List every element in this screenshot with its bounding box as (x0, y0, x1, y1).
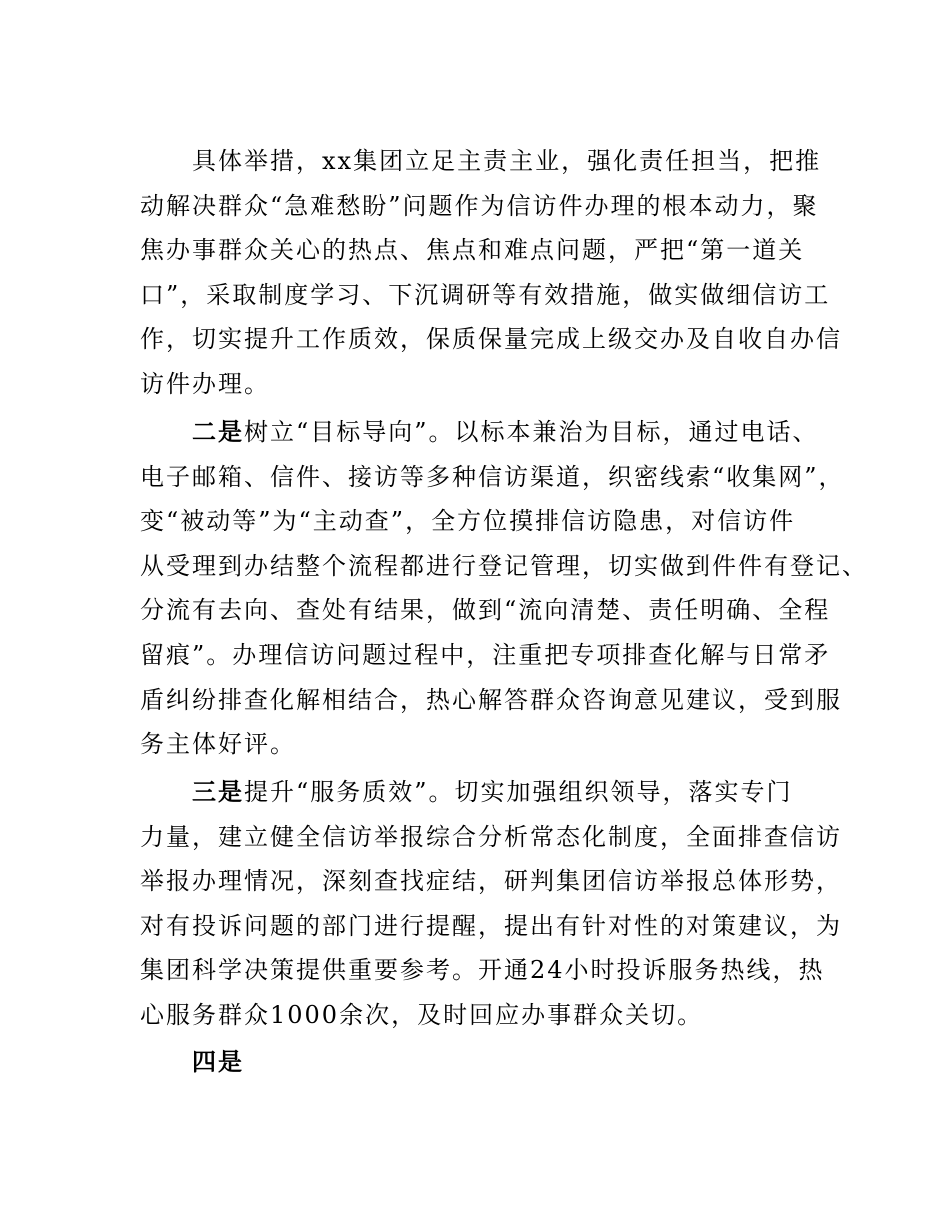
paragraph-specific-measures (140, 139, 840, 407)
paragraph-line: 电子邮箱、信件、接访等多种信访渠道，织密线索“收集网”， (140, 462, 845, 491)
paragraph-line: 分流有去向、查处有结果，做到“流向清楚、责任明确、全程 (140, 596, 831, 625)
paragraph-line: 动解决群众“急难愁盼”问题作为信访件办理的根本动力，聚 (140, 191, 819, 220)
paragraph-lead: 三是 (192, 777, 244, 806)
paragraph-four (140, 1040, 840, 1085)
paragraph-line: 留痕”。办理信访问题过程中，注重把专项排查化解与日常矛 (140, 640, 831, 669)
paragraph-lead: 二是 (192, 417, 244, 446)
paragraph-three (140, 770, 840, 1038)
paragraph-line: 树立“目标导向”。以标本兼治为目标，通过电话、 (244, 418, 819, 446)
paragraph-line: 变“被动等”为“主动查”，全方位摸排信访隐患，对信访件 (140, 507, 796, 536)
paragraph-line: 对有投诉问题的部门进行提醒，提出有针对性的对策建议，为 (140, 911, 842, 940)
paragraph-line: 务主体好评。 (140, 730, 296, 759)
paragraph-line: 焦办事群众关心的热点、焦点和难点问题，严把“第一道关 (140, 236, 805, 265)
paragraph-line: 举报办理情况，深刻查找症结，研判集团信访举报总体形势， (140, 867, 842, 896)
paragraph-line: 集团科学决策提供重要参考。开通24小时投诉服务热线，热 (140, 956, 825, 985)
paragraph-first-line (140, 1040, 840, 1085)
paragraph-two (140, 410, 868, 767)
paragraph-line: 具体举措，xx集团立足主责主业，强化责任担当，把推 (192, 147, 822, 175)
paragraph-first-line (140, 770, 840, 815)
paragraph-line: 访件办理。 (140, 369, 270, 398)
paragraph-line: 盾纠纷排查化解相结合，热心解答群众咨询意见建议，受到服 (140, 685, 842, 714)
paragraph-first-line (140, 410, 840, 455)
paragraph-line: 力量，建立健全信访举报综合分析常态化制度，全面排查信访 (140, 822, 842, 851)
paragraph-line: 心服务群众1000余次，及时回应办事群众关切。 (140, 1000, 704, 1029)
paragraph-line: 作，切实提升工作质效，保质保量完成上级交办及自收自办信 (140, 325, 842, 354)
paragraph-line: 从受理到办结整个流程都进行登记管理，切实做到件件有登记、 (140, 551, 868, 580)
paragraph-lead: 四是 (192, 1047, 244, 1076)
paragraph-line: 口”，采取制度学习、下沉调研等有效措施，做实做细信访工 (140, 280, 831, 309)
paragraph-line: 提升“服务质效”。切实加强组织领导，落实专门 (244, 778, 793, 806)
